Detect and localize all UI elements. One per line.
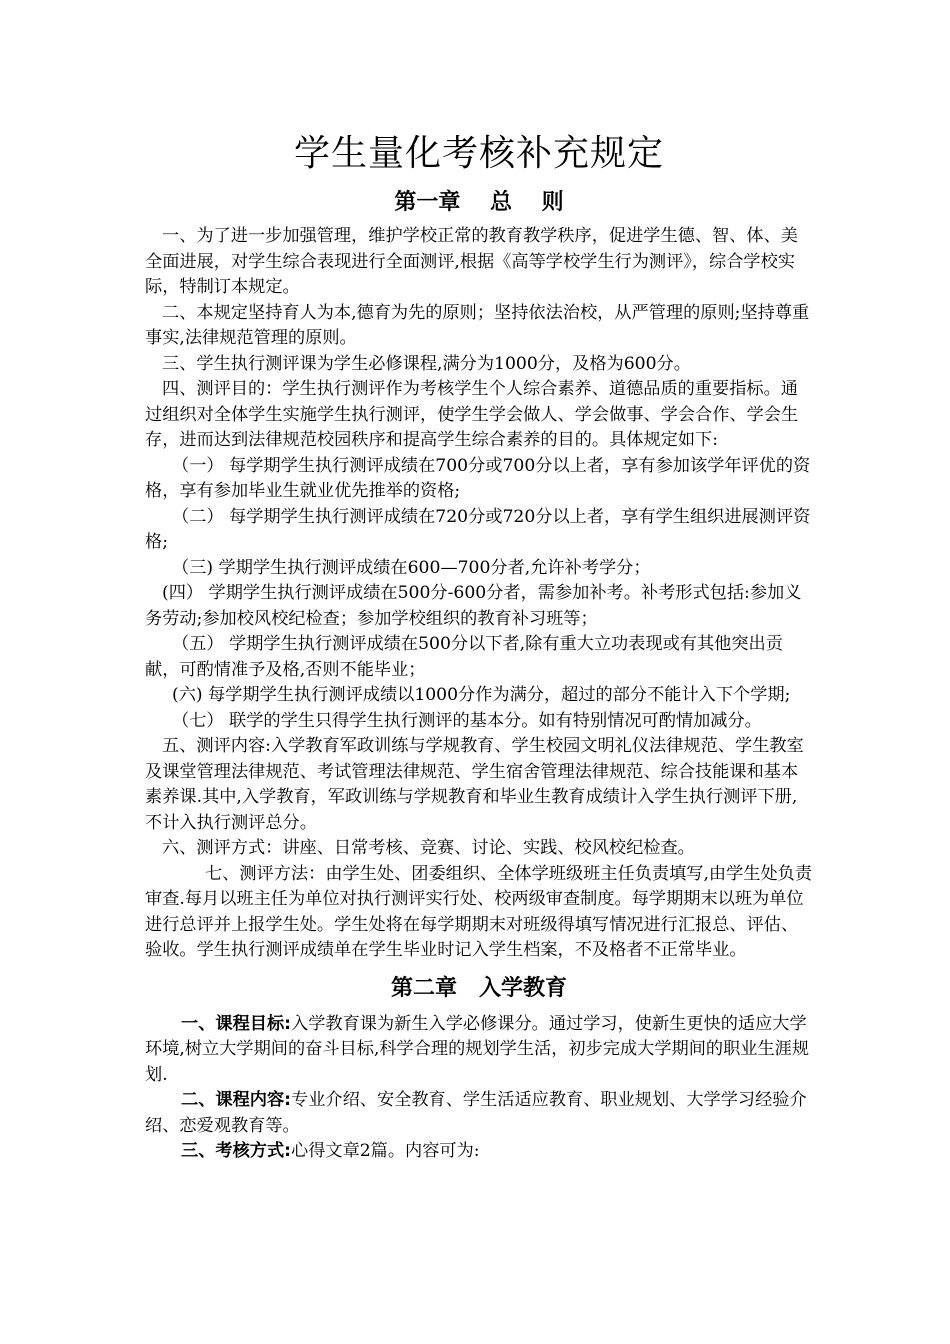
section-text: 心得文章2篇。内容可为: <box>291 1141 480 1161</box>
section-course-goal <box>145 1012 813 1089</box>
section-text: 入学教育课为新生入学必修课分。通过学习，使新生更快的适应大学环境,树立大学期间的奋斗目标,科学合理的规划学生活，初步完成大学期间的职业生涯规划. <box>145 1013 810 1085</box>
paragraph-2: 二、本规定坚持育人为本,德育为先的原则；坚持依法治校，从严管理的原则;坚持尊重事实,法律规范管理的原则。 <box>145 302 810 348</box>
rule-item-3: （三) 学期学生执行测评成绩在600—700分者,允许补考学分； <box>172 557 651 578</box>
section-text: 专业介绍、安全教育、学生活适应教育、职业规划、大学学习经验介绍、恋爱观教育等。 <box>145 1090 807 1136</box>
chapter-2-body <box>145 1012 813 1165</box>
rule-item-5: （五） 学期学生执行测评成绩在500分以下者,除有重大立功表现或有其他突出贡献，可酌情准予及格,否则不能毕业； <box>145 634 783 680</box>
section-assessment <box>145 1139 813 1165</box>
rule-item-2: （二） 每学期学生执行测评成绩在720分或720分以上者，享有学生组织进展测评资格; <box>145 506 811 552</box>
paragraph-5: 五、测评内容:入学教育军政训练与学规教育、学生校园文明礼仪法律规范、学生教室及课堂管理法律规范、考试管理法律规范、学生宿舍管理法律规范、综合技能课和基本素养课.其中,入学教育，军政训练与学规教育和毕业生教育成绩计入学生执行测评下册,不计入执行测评总分。 <box>145 736 804 833</box>
rule-item-4: (四） 学期学生执行测评成绩在500分-600分者，需参加补考。补考形式包括:参加义务劳动;参加校风校纪检查；参加学校组织的教育补习班等； <box>145 583 802 629</box>
section-label: 二、课程内容: <box>181 1090 291 1110</box>
section-course-content <box>145 1088 813 1139</box>
paragraph-7: 七、测评方法：由学生处、团委组织、全体学班级班主任负责填写,由学生处负责审查.每月以班主任为单位对执行测评实行处、校两级审查制度。每学期期末以班为单位进行总评并上报学生处。学生处将在每学期期末对班级得填写情况进行汇报总、评估、验收。学生执行测评成绩单在学生毕业时记入学生档案，不及格者不正常毕业。 <box>145 863 813 960</box>
paragraph-6: 六、测评方式：讲座、日常考核、竞赛、讨论、实践、校风校纪检查。 <box>162 838 695 858</box>
document-page <box>145 118 813 1165</box>
document-title: 学生量化考核补充规定 <box>293 133 664 174</box>
section-label: 一、课程目标: <box>181 1013 291 1034</box>
rule-item-6: (六) 每学期学生执行测评成绩以1000分作为满分，超过的部分不能计入下个学期; <box>172 685 791 705</box>
paragraph-3: 三、学生执行测评课为学生必修课程,满分为1000分，及格为600分。 <box>162 353 691 374</box>
chapter-1-heading: 第一章 总 则 <box>394 190 564 215</box>
chapter-1-body <box>145 224 813 964</box>
section-label: 三、考核方式: <box>181 1141 291 1161</box>
rule-item-7: （七） 联学的学生只得学生执行测评的基本分。如有特别情况可酌情加减分。 <box>172 710 762 731</box>
chapter-2-heading: 第二章 入学教育 <box>390 975 567 1001</box>
paragraph-1: 一、为了进一步加强管理，维护学校正常的教育教学秩序，促进学生德、智、体、美全面进展，对学生综合表现进行全面测评,根据《高等学校学生行为测评》，综合学校实际，特制订本规定。 <box>145 226 798 297</box>
paragraph-4: 四、测评目的：学生执行测评作为考核学生个人综合素养、道德品质的重要指标。通过组织对全体学生实施学生执行测评，使学生学会做人、学会做事、学会合作、学会生存，进而达到法律规范校园秩序和提高学生综合素养的目的。具体规定如下: <box>145 379 799 450</box>
rule-item-1: （一） 每学期学生执行测评成绩在700分或700分以上者，享有参加该学年评优的资格，享有参加毕业生就业优先推举的资格; <box>145 455 811 501</box>
